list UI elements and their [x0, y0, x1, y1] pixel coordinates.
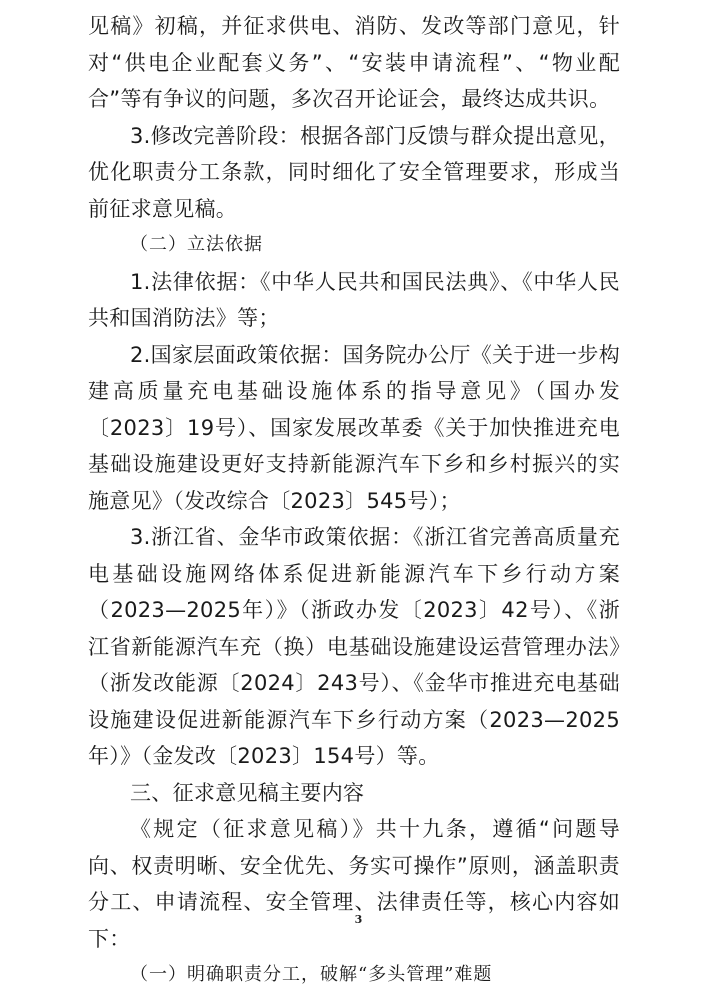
paragraph-provincial-policy: 3.浙江省、金华市政策依据：《浙江省完善高质量充电基础设施网络体系促进新能源汽车下乡行动方案（2023—2025年）》（浙政办发〔2023〕42号）、《浙江省新能源汽车充（换）电基础设施建设运营管理办法》（浙发改能源〔2024〕243号）、《金华市推进充电基础设施建设促进新能源汽车下乡行动方案（2023—2025年）》（金发改〔2023〕154号）等。 — [88, 525, 620, 768]
paragraph-national-policy: 2.国家层面政策依据：国务院办公厅《关于进一步构建高质量充电基础设施体系的指导意见》（国办发〔2023〕19号）、国家发展改革委《关于加快推进充电基础设施建设更好支持新能源汽车下乡和乡村振兴的实施意见》（发改综合〔2023〕545号）； — [88, 342, 620, 513]
paragraph-legal-basis-law: 1.法律依据：《中华人民共和国民法典》、《中华人民共和国消防法》等； — [88, 269, 620, 330]
page-number: 3 — [354, 913, 363, 926]
heading-main-content: 三、征求意见稿主要内容 — [130, 780, 365, 805]
paragraph-overview: 《规定（征求意见稿）》共十九条，遵循“问题导向、权责明晰、安全优先、务实可操作”原则，涵盖职责分工、申请流程、安全管理、法律责任等，核心内容如下： — [88, 817, 620, 951]
document-body — [88, 8, 620, 994]
paragraph-drafting-continuation: 见稿》初稿，并征求供电、消防、发改等部门意见，针对“供电企业配套义务”、“安装申请流程”、“物业配合”等有争议的问题，多次召开论证会，最终达成共识。 — [88, 14, 620, 111]
subheading-legal-basis: （二）立法依据 — [130, 234, 263, 255]
subheading-responsibility: （一）明确职责分工，破解“多头管理”难题 — [130, 964, 493, 985]
paragraph-revision-stage: 3.修改完善阶段：根据各部门反馈与群众提出意见，优化职责分工条款，同时细化了安全管理要求，形成当前征求意见稿。 — [88, 123, 620, 221]
